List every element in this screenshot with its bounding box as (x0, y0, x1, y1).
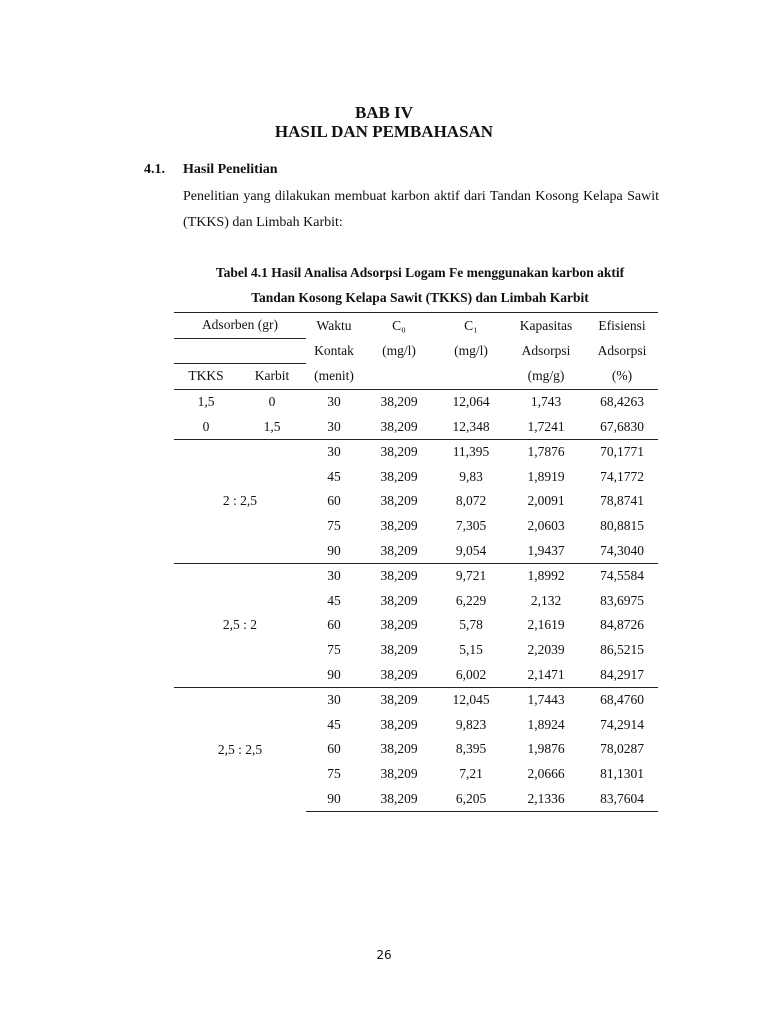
chapter-label: BAB IV (354, 103, 414, 122)
cell-waktu: 60 (327, 493, 341, 509)
chapter-title: HASIL DAN PEMBAHASAN (274, 122, 494, 141)
cell-tkks: 1,5 (197, 394, 215, 410)
cell-c1: 9,823 (455, 716, 487, 732)
cell-kapasitas: 1,7443 (506, 687, 586, 712)
cell-waktu: 75 (327, 642, 341, 658)
cell-c0: 38,209 (362, 687, 436, 712)
header-efisiensi-1: Efisiensi (586, 313, 658, 339)
cell-waktu: 60 (327, 617, 341, 633)
header-c1-symbol: C₁ (436, 313, 506, 339)
cell-c0: 38,209 (380, 741, 418, 757)
header-waktu-3: (menit) (306, 364, 362, 390)
cell-c0: 38,209 (362, 563, 436, 588)
section-title: Hasil Penelitian (183, 162, 278, 177)
cell-kapasitas: 2,1471 (527, 666, 565, 682)
table-row (174, 439, 658, 464)
header-blank (362, 364, 436, 390)
header-c1-unit: (mg/l) (454, 342, 488, 358)
cell-kapasitas: 2,1619 (527, 617, 565, 633)
cell-efisiensi: 68,4760 (586, 687, 658, 712)
cell-c0: 38,209 (380, 765, 418, 781)
cell-waktu: 90 (306, 786, 362, 811)
table-row (174, 687, 658, 712)
cell-kapasitas: 1,9876 (527, 741, 565, 757)
cell-waktu: 30 (327, 394, 341, 410)
cell-c0: 38,209 (380, 518, 418, 534)
header-adsorben: Adsorben (gr) (174, 313, 306, 339)
cell-c1: 6,205 (436, 786, 506, 811)
cell-waktu: 30 (306, 563, 362, 588)
cell-efisiensi: 84,8726 (600, 617, 644, 633)
cell-c0: 38,209 (380, 592, 418, 608)
cell-ratio: 2 : 2,5 (174, 439, 306, 563)
cell-efisiensi: 86,5215 (600, 642, 644, 658)
cell-waktu: 45 (327, 592, 341, 608)
cell-efisiensi: 83,7604 (586, 786, 658, 811)
cell-c0: 38,209 (362, 439, 436, 464)
header-blank (238, 338, 306, 364)
cell-efisiensi: 74,5584 (586, 563, 658, 588)
table-header-row (174, 313, 658, 339)
cell-waktu: 45 (327, 468, 341, 484)
cell-c1: 7,305 (455, 518, 487, 534)
cell-c1: 12,045 (436, 687, 506, 712)
cell-kapasitas: 2,132 (530, 592, 562, 608)
cell-kapasitas: 1,7876 (506, 439, 586, 464)
cell-kapasitas: 2,1336 (506, 786, 586, 811)
cell-karbit: 1,5 (263, 418, 281, 434)
cell-efisiensi: 78,8741 (600, 493, 644, 509)
cell-kapasitas: 2,0091 (527, 493, 565, 509)
header-kapasitas-2: Adsorpsi (521, 342, 571, 358)
cell-c0: 38,209 (380, 418, 418, 434)
header-waktu-1: Waktu (306, 313, 362, 339)
header-waktu-2: Kontak (314, 342, 354, 358)
cell-efisiensi: 80,8815 (600, 518, 644, 534)
cell-waktu: 30 (327, 418, 341, 434)
header-karbit: Karbit (238, 364, 306, 390)
cell-c1: 9,721 (436, 563, 506, 588)
cell-kapasitas: 1,8919 (527, 468, 565, 484)
cell-efisiensi: 67,6830 (600, 418, 644, 434)
cell-efisiensi: 83,6975 (600, 592, 644, 608)
cell-waktu: 75 (327, 765, 341, 781)
header-kapasitas-1: Kapasitas (506, 313, 586, 339)
cell-c1: 5,15 (459, 642, 483, 658)
cell-kapasitas: 2,0666 (527, 765, 565, 781)
cell-waktu: 75 (327, 518, 341, 534)
intro-paragraph: Penelitian yang dilakukan membuat karbon aktif dari Tandan Kosong Kelapa Sawit (TKKS) dan Limbah Karbit: (183, 189, 659, 230)
table-header-row (174, 338, 658, 364)
header-efisiensi-3: (%) (586, 364, 658, 390)
cell-waktu: 30 (306, 687, 362, 712)
cell-c1: 8,072 (455, 493, 487, 509)
cell-c1: 6,002 (455, 666, 487, 682)
cell-efisiensi: 84,2917 (600, 666, 644, 682)
header-c0-unit: (mg/l) (382, 342, 416, 358)
cell-c0: 38,209 (380, 716, 418, 732)
header-c0-symbol: C₀ (362, 313, 436, 339)
cell-c1: 12,064 (452, 394, 490, 410)
table-row (174, 414, 658, 439)
cell-waktu: 90 (327, 542, 341, 558)
cell-ratio: 2,5 : 2 (174, 563, 306, 687)
cell-waktu: 30 (306, 439, 362, 464)
cell-c0: 38,209 (362, 786, 436, 811)
cell-efisiensi: 78,0287 (600, 741, 644, 757)
cell-efisiensi: 74,3040 (600, 542, 644, 558)
cell-efisiensi: 68,4263 (600, 394, 644, 410)
page-number: 26 (376, 948, 392, 962)
table-row (174, 389, 658, 414)
header-blank (436, 364, 506, 390)
cell-kapasitas: 1,743 (530, 394, 562, 410)
cell-kapasitas: 2,2039 (527, 642, 565, 658)
cell-c1: 12,348 (452, 418, 490, 434)
cell-efisiensi: 81,1301 (600, 765, 644, 781)
cell-c1: 7,21 (459, 765, 483, 781)
cell-c0: 38,209 (380, 666, 418, 682)
header-tkks: TKKS (174, 364, 238, 390)
cell-c1: 6,229 (455, 592, 487, 608)
table-caption (170, 260, 670, 310)
results-table (174, 312, 658, 812)
cell-ratio: 2,5 : 2,5 (174, 687, 306, 811)
cell-c0: 38,209 (380, 493, 418, 509)
cell-kapasitas: 1,8924 (527, 716, 565, 732)
cell-c1: 9,83 (459, 468, 483, 484)
section-number: 4.1. (144, 162, 165, 177)
header-kapasitas-3: (mg/g) (506, 364, 586, 390)
table-caption-line-2: Tandan Kosong Kelapa Sawit (TKKS) dan Limbah Karbit (251, 290, 589, 305)
cell-tkks: 0 (202, 418, 210, 434)
cell-waktu: 45 (327, 716, 341, 732)
cell-c0: 38,209 (380, 468, 418, 484)
cell-kapasitas: 1,8992 (506, 563, 586, 588)
table-caption-line-1: Tabel 4.1 Hasil Analisa Adsorpsi Logam Fe menggunakan karbon aktif (215, 265, 625, 280)
cell-waktu: 60 (327, 741, 341, 757)
cell-efisiensi: 70,1771 (586, 439, 658, 464)
cell-c0: 38,209 (380, 542, 418, 558)
results-table-body (174, 313, 658, 812)
table-row (174, 563, 658, 588)
header-efisiensi-2: Adsorpsi (597, 342, 647, 358)
cell-kapasitas: 1,7241 (527, 418, 565, 434)
header-blank (174, 338, 238, 364)
cell-efisiensi: 74,1772 (600, 468, 644, 484)
cell-c1: 9,054 (455, 542, 487, 558)
cell-c1: 8,395 (455, 741, 487, 757)
cell-karbit: 0 (268, 394, 276, 410)
cell-c0: 38,209 (380, 617, 418, 633)
cell-waktu: 90 (327, 666, 341, 682)
cell-c0: 38,209 (380, 642, 418, 658)
cell-c1: 11,395 (436, 439, 506, 464)
cell-efisiensi: 74,2914 (600, 716, 644, 732)
cell-c0: 38,209 (380, 394, 418, 410)
cell-kapasitas: 1,9437 (527, 542, 565, 558)
cell-kapasitas: 2,0603 (527, 518, 565, 534)
table-header-row (174, 364, 658, 390)
cell-c1: 5,78 (459, 617, 483, 633)
